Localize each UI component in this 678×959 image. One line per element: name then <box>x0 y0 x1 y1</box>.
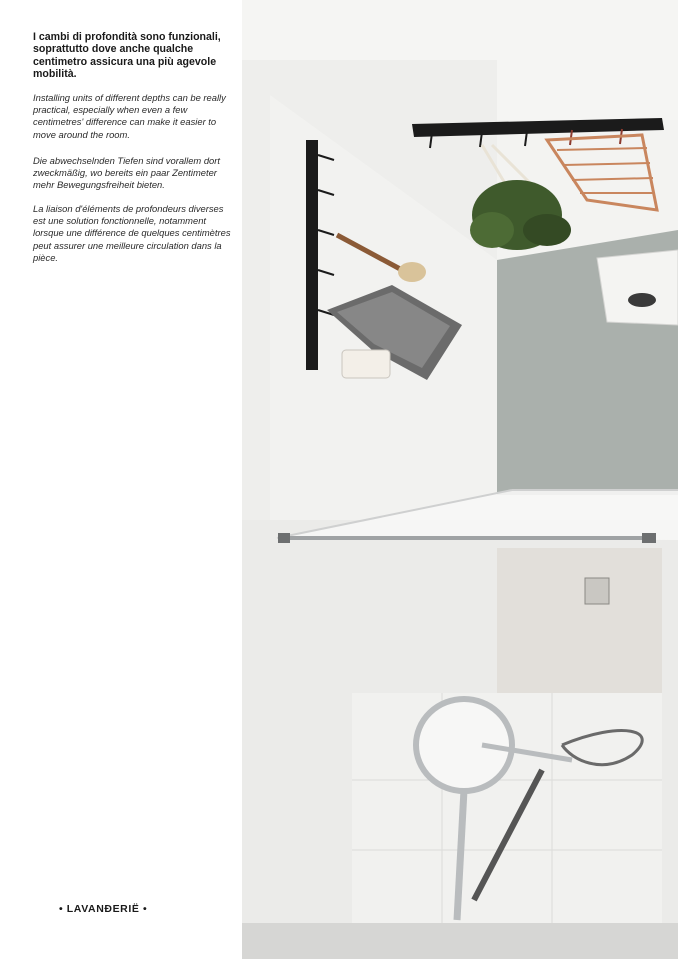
english-paragraph: Installing units of different depths can be really practical, especially when even a few centimetres' difference can make it easier to move around the room. <box>33 92 226 140</box>
wood-slat <box>557 148 647 150</box>
wood-slat <box>572 178 653 180</box>
cabinet-back <box>497 548 662 693</box>
text-column <box>0 0 242 959</box>
wooden-rack <box>547 135 657 210</box>
italian-heading: I cambi di profondità sono funzionali, soprattutto dove anche qualche centimetro assicura una più agevole mobilità. <box>33 31 221 81</box>
plant-foliage <box>470 212 514 248</box>
bar-end-right <box>642 533 656 543</box>
wood-slat <box>564 163 650 165</box>
brush-head <box>398 262 426 282</box>
basket-label <box>628 293 656 307</box>
german-paragraph: Die abwechselnden Tiefen sind vorallem dort zweckmäßig, wo bereits ein paar Zentimeter mehr Bewegungsfreiheit bieten. <box>33 155 220 191</box>
laundry-basket <box>597 250 678 325</box>
floor-drain <box>585 578 609 604</box>
detergent-bottle <box>342 350 390 378</box>
french-paragraph: La liaison d'éléments de profondeurs diverses est une solution fonctionnelle, notamment lorsque une différence de quelques centimètres peut assurer une meilleure circulation dans la pièce. <box>33 203 231 263</box>
bottom-floor <box>242 923 678 959</box>
brand-footer: • LAVANÐERIË • <box>59 903 148 915</box>
stool-seat <box>416 699 512 791</box>
plant-foliage <box>523 214 571 246</box>
bar-end-left <box>278 533 290 543</box>
laundry-photo <box>242 0 678 959</box>
wall-rack <box>306 140 318 370</box>
